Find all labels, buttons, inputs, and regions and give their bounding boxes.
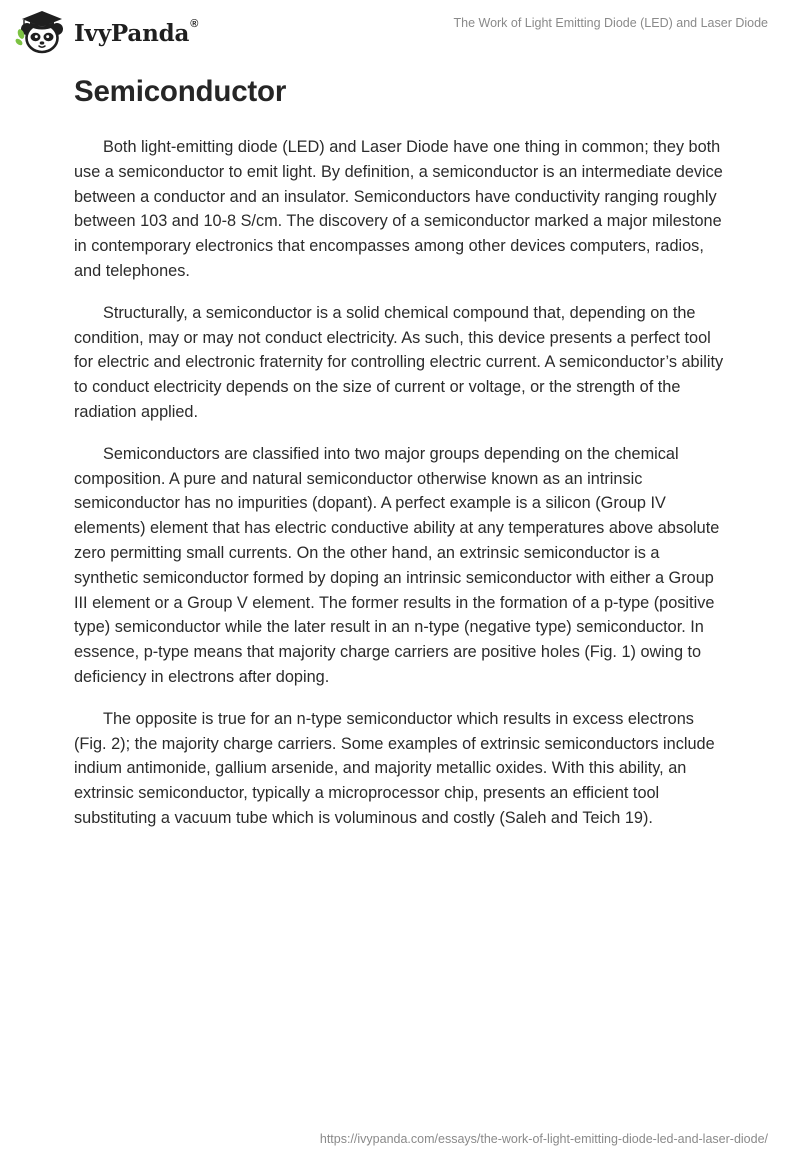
brand-name: IvyPanda <box>74 19 190 47</box>
panda-graduate-icon <box>14 8 70 56</box>
paragraph-2: Structurally, a semiconductor is a solid chemical compound that, depending on the condition, may or may not conduct electricity. As such, this device presents a perfect tool for electric and electronic fraternity for controlling electric current. A semiconductor’s ability to conduct electricity depends on the size of current or voltage, or the strength of the radiation applied. <box>74 303 724 421</box>
source-url[interactable]: https://ivypanda.com/essays/the-work-of-light-emitting-diode-led-and-laser-diode/ <box>319 1132 768 1146</box>
paragraph-3: Semiconductors are classified into two major groups depending on the chemical composition. A pure and natural semiconductor otherwise known as an intrinsic semiconductor has no impurities (dopant). A perfect example is a silicon (Group IV elements) element that has electric conductive ability at any temperatures above absolute zero permitting small currents. On the other hand, an extrinsic semiconductor is a synthetic semiconductor formed by doping an intrinsic semiconductor with either a Group III element or a Group V element. The former results in the formation of a p-type (positive type) semiconductor while the later result in an n-type (negative type) semiconductor. In essence, p-type means that majority charge carriers are positive holes (Fig. 1) owing to deficiency in electrons after doping. <box>74 444 720 686</box>
paragraph-1: Both light-emitting diode (LED) and Laser Diode have one thing in common; they both use a semiconductor to emit light. By definition, a semiconductor is an intermediate device between a conductor and an insulator. Semiconductors have conductivity ranging roughly between 103 and 10-8 S/cm. The discovery of a semiconductor marked a major milestone in contemporary electronics that encompasses among other devices computers, radios, and telephones. <box>74 138 723 280</box>
essay-content <box>74 72 726 831</box>
ivypanda-logo[interactable] <box>14 8 198 56</box>
paragraph-4: The opposite is true for an n-type semiconductor which results in excess electrons (Fig. 2); the majority charge carriers. Some examples of extrinsic semiconductors include indium antimonide, gallium arsenide, and majority metallic oxides. With this ability, an extrinsic semiconductor, typically a microprocessor chip, presents an efficient tool substituting a vacuum tube which is voluminous and costly (Saleh and Teich 19). <box>74 709 715 827</box>
page-header <box>0 0 800 64</box>
page-title: Semiconductor <box>74 75 287 108</box>
registered-mark: ® <box>190 18 199 30</box>
running-title: The Work of Light Emitting Diode (LED) and Laser Diode <box>453 16 768 30</box>
